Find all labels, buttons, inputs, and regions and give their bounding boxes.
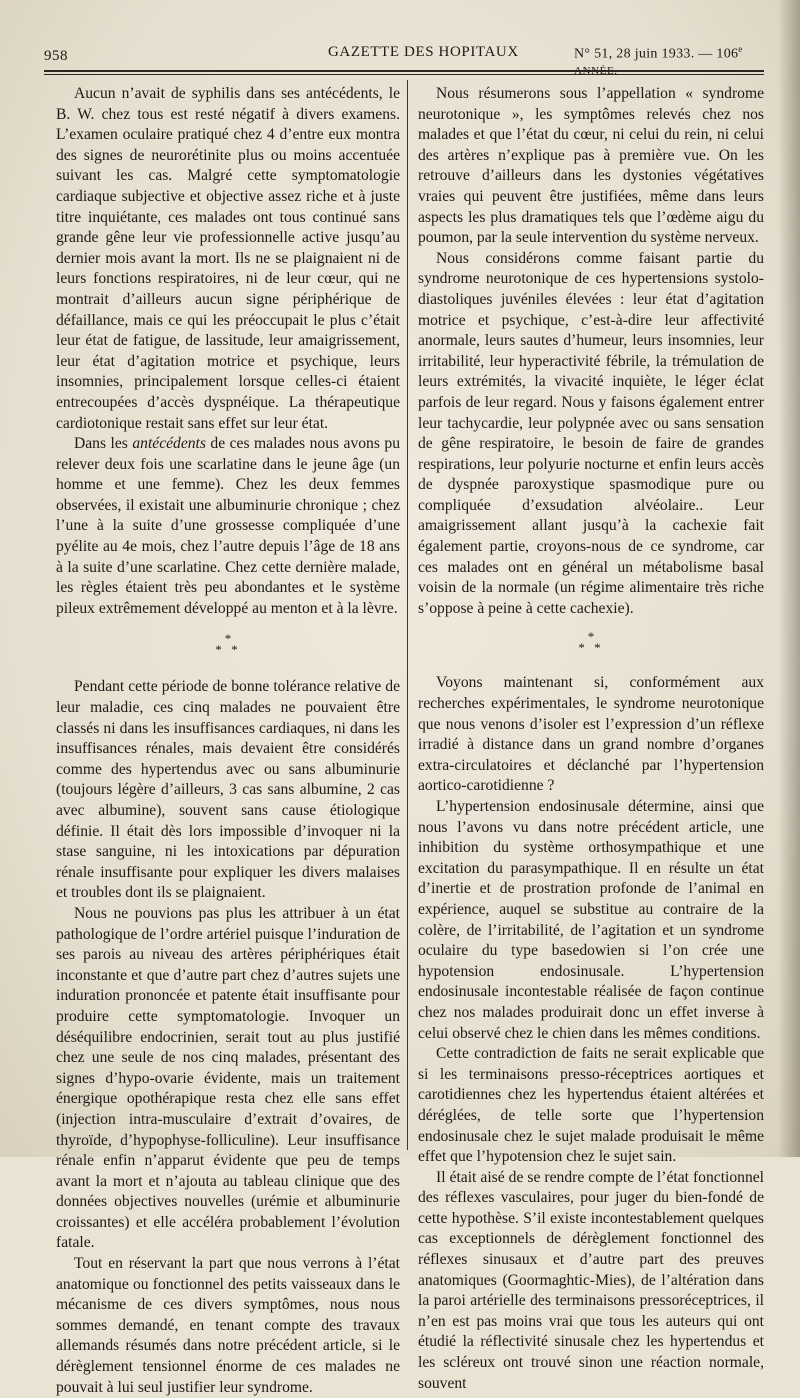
left-paragraph-4: Nous ne pouvions pas plus les attribuer à un état pathologique de l’ordre artériel puisque l’induration de ses parois au niveau des artères périphériques était inconstante et que d’autre part chez d’autres sujets une induration prononcée et patente était insuffisante pour produire cette symptomatologie. Invoquer un déséquilibre endocrinien, serait tout au plus justifié chez une seule de nos cinq malades, présentant des signes d’hypo-ovarie évidente, mais un traitement énergique opothérapique resta chez elle sans effet (injection intra-musculaire d’extrait d’ovaires, de thyroïde, d’hypophyse-folliculine). Leur insuffisance rénale enfin n’apparut évidente que peu de temps avant la mort et n’ajouta au tableau clinique que des données objectives nouvelles (urémie et albuminurie croissantes) et elle accéléra probablement l’évolution fatale. <box>56 904 400 1252</box>
right-paragraph-6: Il était aisé de se rendre compte de l’état fonctionnel des réflexes vasculaires, pour juger du bien-fondé de cette hypothèse. S’il existe incontestablement quelques cas exceptionnels de dérèglement fonctionnel des réflexes sinusaux et d’autre part des preuves anatomiques (Goormaghtic-Mies), de l’altération dans la paroi artérielle des terminaisons pressoréceptrices, il n’en est pas moins vrai que tous les auteurs qui ont étudié la réflectivité sinusale chez les hypertendus et les scléreux ont trouvé sinon une réaction normale, souvent <box>418 1168 764 1392</box>
left-paragraph-2-emphasis: antécédents <box>132 435 206 453</box>
left-paragraph-2 <box>56 434 400 619</box>
left-paragraph-5: Tout en réservant la part que nous verrons à l’état anatomique ou fonctionnel des petits vaisseaux dans le mécanisme de ces divers symptômes, nous nous sommes demandé, en tenant compte des travaux allemands résumés dans notre précédent article, si le dérèglement tensionnel énorme de ces malades ne pouvait à lui seul justifier leur syndrome. <box>56 1255 400 1396</box>
separator-star-top: * <box>587 629 595 645</box>
page-header <box>44 36 764 77</box>
right-paragraph-1: Nous résumerons sous l’appellation « syndrome neurotonique », les symptômes relevés chez nos malades et que l’état du cœur, ni celui du rein, ni celui des artères n’explique pas à première vue. On les retrouve d’ailleurs dans les dystonies végétatives vraies qui peuvent être justifiées, même dans leurs aspects les plus dramatiques tels que l’œdème aigu du poumon, par la seule intervention du système nerveux. <box>418 85 764 247</box>
right-paragraph-5: Cette contradiction de faits ne serait explicable que si les terminaisons presso-réceptrices aortiques et carotidiennes chez les hypertendus étaient altérées et déréglées, de telle sorte que l’hypertension endosinusale chez le sujet malade produisait le même effet que l’hypotension chez le sujet sain. <box>418 1045 764 1166</box>
section-separator <box>418 629 764 656</box>
page-edge-shadow <box>778 0 800 1157</box>
separator-star-top: * <box>224 631 232 647</box>
page-number: 958 <box>44 48 68 64</box>
column-divider <box>407 80 408 1150</box>
section-separator <box>56 631 400 658</box>
left-paragraph-3: Pendant cette période de bonne tolérance relative de leur maladie, ces cinq malades ne pouvaient être classés ni dans les insuffisances cardiaques, ni dans les insuffisances rénales, mais devaient être considérés comme des hypertendus avec ou sans albuminurie (toujours légère d’ailleurs, 3 cas sans albumine, 2 cas avec albumine), souvent sans cause étiologique définie. Il était dès lors impossible d’invoquer ni la stase sanguine, ni les intoxications par dépuration rénale insuffisante pour expliquer les divers malaises et troubles dont ils se plaignaient. <box>56 678 400 902</box>
left-paragraph-1: Aucun n’avait de syphilis dans ses antécédents, le B. W. chez tous est resté négatif à divers examens. L’examen oculaire pratiqué chez 4 d’entre eux montra des signes de neurorétinite plus ou moins accentuée suivant les cas. Malgré cette symptomatologie cardiaque subjective et objective assez riche et à juste titre inquiétante, ces malades ont tous continué sans grande gêne leur vie professionnelle active jusqu’au dernier mois avant la mort. Ils ne se plaignaient ni de leurs fonctions respiratoires, ni de leur cœur, qui ne montrait d’ailleurs aucun signe périphérique de défaillance, mais ce qui les préoccupait le plus c’était leur état de fatigue, de lassitude, leur amaigrissement, leur état d’agitation motrice et psychique, leurs insomnies, principalement lorsque celles-ci étaient entrecoupées d’accès dyspnéique. La thérapeutique cardiotonique restait sans effet sur leur état. <box>56 85 400 432</box>
header-rule <box>44 70 764 72</box>
issue-number-date: N° 51, 28 juin 1933. — 106 <box>574 46 739 62</box>
left-paragraph-2-rest: de ces malades nous avons pu relever deux fois une scarlatine dans le jeune âge (un homme et une femme). Chez les deux femmes observées, il existait une albuminurie chronique ; chez l’une à la suite d’une grossesse compliquée d’une pyélite au 4e mois, chez l’autre depuis l’âge de 18 ans à la suite d’une scarlatine. Chez cette dernière malade, les règles étaient très peu abondantes et le système pileux extrêmement développé au menton et à la lèvre. <box>56 435 401 617</box>
separator-star-bottom: * * <box>215 642 241 658</box>
right-column <box>418 84 764 1394</box>
header-rule-thin <box>44 74 764 75</box>
left-paragraph-2-start: Dans les <box>74 435 133 453</box>
right-paragraph-3: Voyons maintenant si, conformément aux recherches expérimentales, le syndrome neurotonique que nous venons d’isoler est l’expression d’un réflexe irradié à distance dans un grand nombre d’organes extra-circulatoires et déclanché par l’hypertension aortico-carotidienne ? <box>418 674 764 795</box>
right-paragraph-2: Nous considérons comme faisant partie du syndrome neurotonique de ces hypertensions systolo-diastoliques juvéniles élevées : leur état d’agitation motrice et psychique, c’est-à-dire leur affectivité anormale, leurs sautes d’humeur, leurs insomnies, leur irritabilité, leur hyperactivité fébrile, la trémulation de leurs extrémités, la vivacité inquiète, le léger éclat parfois de leur regard. Nous y faisons également entrer leur tachycardie, leur polypnée avec ou sans sensation de gêne respiratoire, le besoin de faire de grandes respirations, leur polyurie nocturne et enfin leurs accès de dyspnée paroxystique spasmodique pure ou compliquée d’exsudation alvéolaire.. Leur amaigrissement allant jusqu’à la cachexie fait également partie, croyons-nous de ce syndrome, car ces malades ont en général un métabolisme basal voisin de la normale (un régime alimentaire très riche s’oppose à peine à cette cachexie). <box>418 249 764 617</box>
left-column <box>56 84 400 1398</box>
issue-ordinal-suffix: e <box>738 44 743 54</box>
journal-title: GAZETTE DES HOPITAUX <box>328 44 519 60</box>
right-paragraph-4: L’hypertension endosinusale détermine, ainsi que nous l’avons vu dans notre précédent article, une inhibition du système orthosympathique et une excitation du parasympathique. Il en résulte un état d’inertie et de prostration profonde de l’animal en expérience, auquel se substitue au contraire de la colère, de l’irritabilité, de l’agitation et un syndrome oculaire du type basedowien si l’on crée une hypotension endosinusale. L’hypertension endosinusale incontestable réalisée de façon continue chez nos malades produirait donc un effet inverse à celui observé chez le chien dans les mêmes conditions. <box>418 798 764 1042</box>
separator-star-bottom: * * <box>578 640 604 656</box>
year-label: ANNÉE. <box>574 64 618 77</box>
